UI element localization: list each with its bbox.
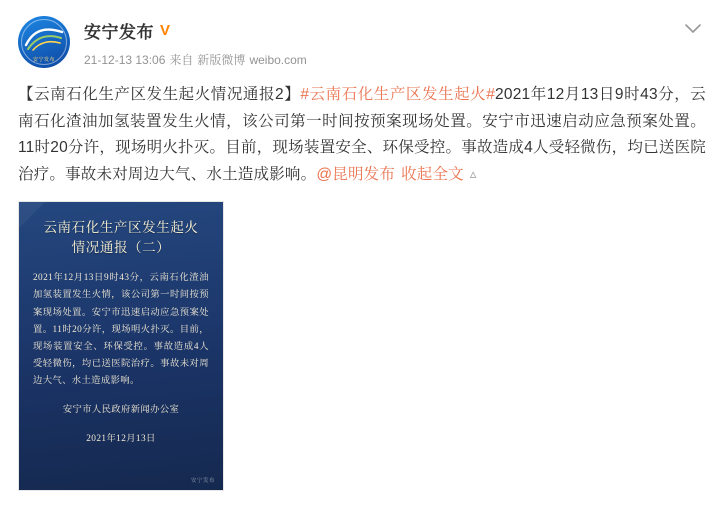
poster-signature-org: 安宁市人民政府新闻办公室 bbox=[62, 405, 180, 416]
mention-link[interactable]: @昆明发布 bbox=[316, 165, 396, 183]
chevron-up-icon[interactable]: ▵ bbox=[469, 165, 477, 181]
poster-watermark: 安宁发布 bbox=[190, 477, 215, 484]
avatar-logo-icon bbox=[24, 25, 64, 51]
chevron-down-icon bbox=[684, 23, 702, 35]
verified-badge-icon: V bbox=[160, 22, 171, 39]
more-options-button[interactable] bbox=[680, 16, 706, 42]
avatar-caption: 安宁发布 bbox=[32, 57, 55, 63]
source-prefix: 来自 bbox=[169, 53, 194, 67]
post-source-link[interactable]: weibo.com bbox=[249, 53, 307, 67]
post-content bbox=[18, 82, 706, 189]
poster-title-line1: 云南石化生产区发生起火 bbox=[43, 219, 199, 235]
post-timestamp: 21-12-13 13:06 bbox=[84, 53, 166, 67]
notice-poster-image[interactable] bbox=[18, 201, 224, 491]
post-meta bbox=[84, 51, 680, 68]
poster-content bbox=[19, 202, 223, 490]
author-name-row bbox=[84, 18, 680, 43]
post-header bbox=[18, 14, 706, 70]
poster-body-text: 2021年12月13日9时43分，云南石化渣油加氢装置发生火情，该公司第一时间按预案现场处置。安宁市迅速启动应急预案处置。11时20分许，现场明火扑灭。目前，现场装置安全、环保受控。事故造成4人受轻微伤，均已送医院治疗。事故未对周边大气、水土造成影响。 bbox=[33, 273, 209, 387]
poster-signature-date: 2021年12月13日 bbox=[86, 434, 156, 445]
hashtag-link[interactable]: #云南石化生产区发生起火# bbox=[300, 86, 496, 103]
post-body-text: 2021年12月13日9时43分，云南石化渣油加氢装置发生火情，该公司第一时间按预案现场处置。安宁市迅速启动应急预案处置。11时20分许，现场明火扑灭。目前，现场装置安全、环保受控。事故造成4人受轻微伤，均已送医院治疗。事故未对周边大气、水土造成影响。 bbox=[18, 86, 706, 183]
collapse-text-button[interactable]: 收起全文 bbox=[401, 165, 464, 183]
avatar[interactable] bbox=[18, 16, 70, 68]
author-name[interactable]: 安宁发布 bbox=[84, 23, 154, 42]
poster-title-line2: 情况通报（二） bbox=[71, 239, 171, 255]
author-block bbox=[84, 14, 680, 68]
post-source[interactable]: 新版微博 bbox=[197, 53, 246, 67]
post-lead-text: 【云南石化生产区发生起火情况通报2】 bbox=[18, 86, 301, 103]
